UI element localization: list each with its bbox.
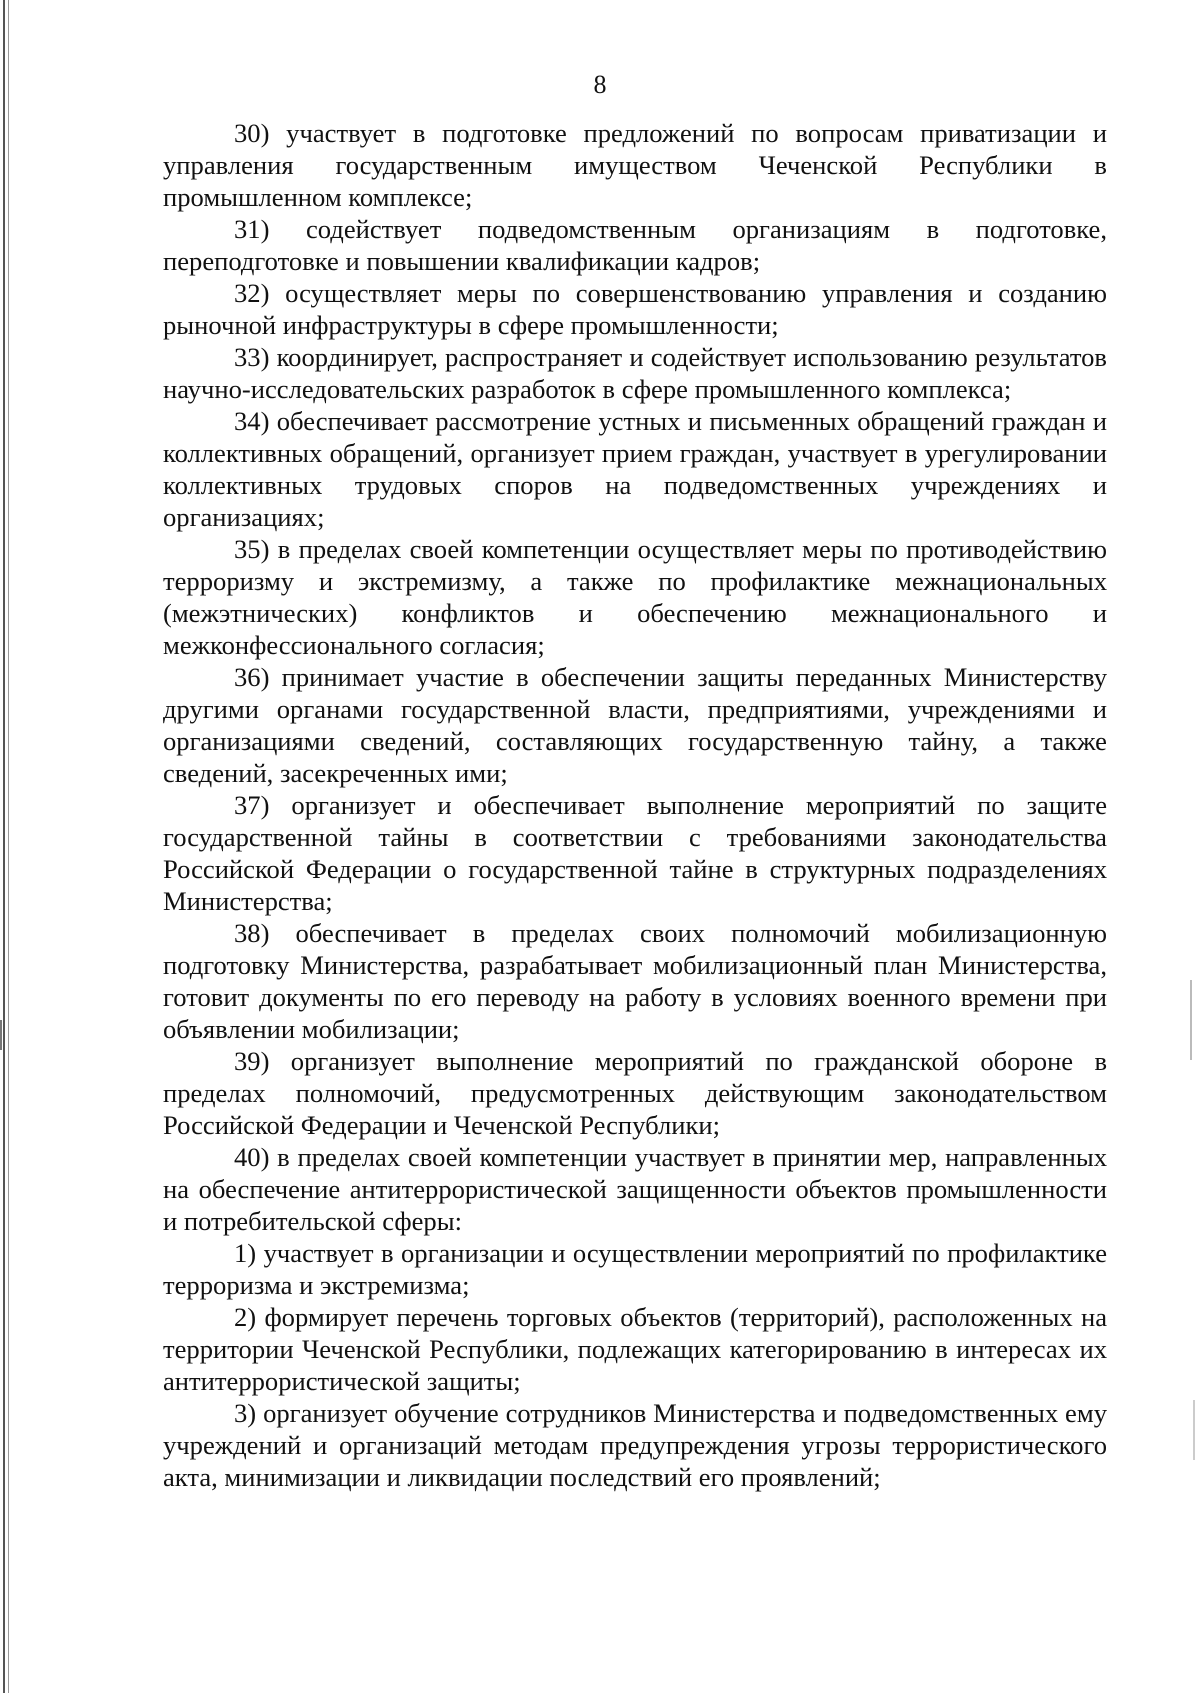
paragraph-34: 34) обеспечивает рассмотрение устных и письменных обращений граждан и коллективных обращений, организует прием граждан, участвует в урегулировании коллективных трудовых споров на подведомственных учреждениях и организациях; <box>163 406 1107 532</box>
paragraph-40: 40) в пределах своей компетенции участвует в принятии мер, направленных на обеспечение антитеррористической защищенности объектов промышленности и потребительской сферы: <box>163 1142 1107 1236</box>
scan-edge-mark <box>1190 980 1192 1060</box>
page-number: 8 <box>593 70 607 99</box>
paragraph-32: 32) осуществляет меры по совершенствованию управления и созданию рыночной инфраструктуры в сфере промышленности; <box>163 278 1107 340</box>
scan-edge-mark <box>1193 1400 1195 1460</box>
paragraph-35: 35) в пределах своей компетенции осуществляет меры по противодействию терроризму и экстремизму, а также по профилактике межнациональных (межэтнических) конфликтов и обеспечению межнационального и межконфессионального согласия; <box>163 534 1107 660</box>
scan-edge-line <box>8 0 9 1693</box>
paragraph-31: 31) содействует подведомственным организациям в подготовке, переподготовке и повышении квалификации кадров; <box>163 214 1107 276</box>
subparagraph-2: 2) формирует перечень торговых объектов (территорий), расположенных на территории Чеченской Республики, подлежащих категорированию в интересах их антитеррористической защиты; <box>163 1302 1107 1396</box>
scan-edge-line <box>3 0 5 1693</box>
paragraph-37: 37) организует и обеспечивает выполнение мероприятий по защите государственной тайны в соответствии с требованиями законодательства Российской Федерации о государственной тайне в структурных подразделениях Министерства; <box>163 790 1107 916</box>
paragraph-38: 38) обеспечивает в пределах своих полномочий мобилизационную подготовку Министерства, разрабатывает мобилизационный план Министерства, готовит документы по его переводу на работу в условиях военного времени при объявлении мобилизации; <box>163 918 1107 1044</box>
subparagraph-3: 3) организует обучение сотрудников Министерства и подведомственных ему учреждений и организаций методам предупреждения угрозы террористического акта, минимизации и ликвидации последствий его проявлений; <box>163 1398 1107 1492</box>
paragraph-39: 39) организует выполнение мероприятий по гражданской обороне в пределах полномочий, предусмотренных действующим законодательством Российской Федерации и Чеченской Республики; <box>163 1046 1107 1140</box>
paragraph-36: 36) принимает участие в обеспечении защиты переданных Министерству другими органами государственной власти, предприятиями, учреждениями и организациями сведений, составляющих государственную тайну, а также сведений, засекреченных ими; <box>163 662 1107 788</box>
scan-edge-mark <box>0 1020 2 1050</box>
paragraph-33: 33) координирует, распространяет и содействует использованию результатов научно-исследовательских разработок в сфере промышленного комплекса; <box>163 342 1107 404</box>
document-body <box>163 117 1107 1493</box>
subparagraph-1: 1) участвует в организации и осуществлении мероприятий по профилактике терроризма и экстремизма; <box>163 1238 1107 1300</box>
paragraph-30: 30) участвует в подготовке предложений по вопросам приватизации и управления государственным имуществом Чеченской Республики в промышленном комплексе; <box>163 118 1107 212</box>
